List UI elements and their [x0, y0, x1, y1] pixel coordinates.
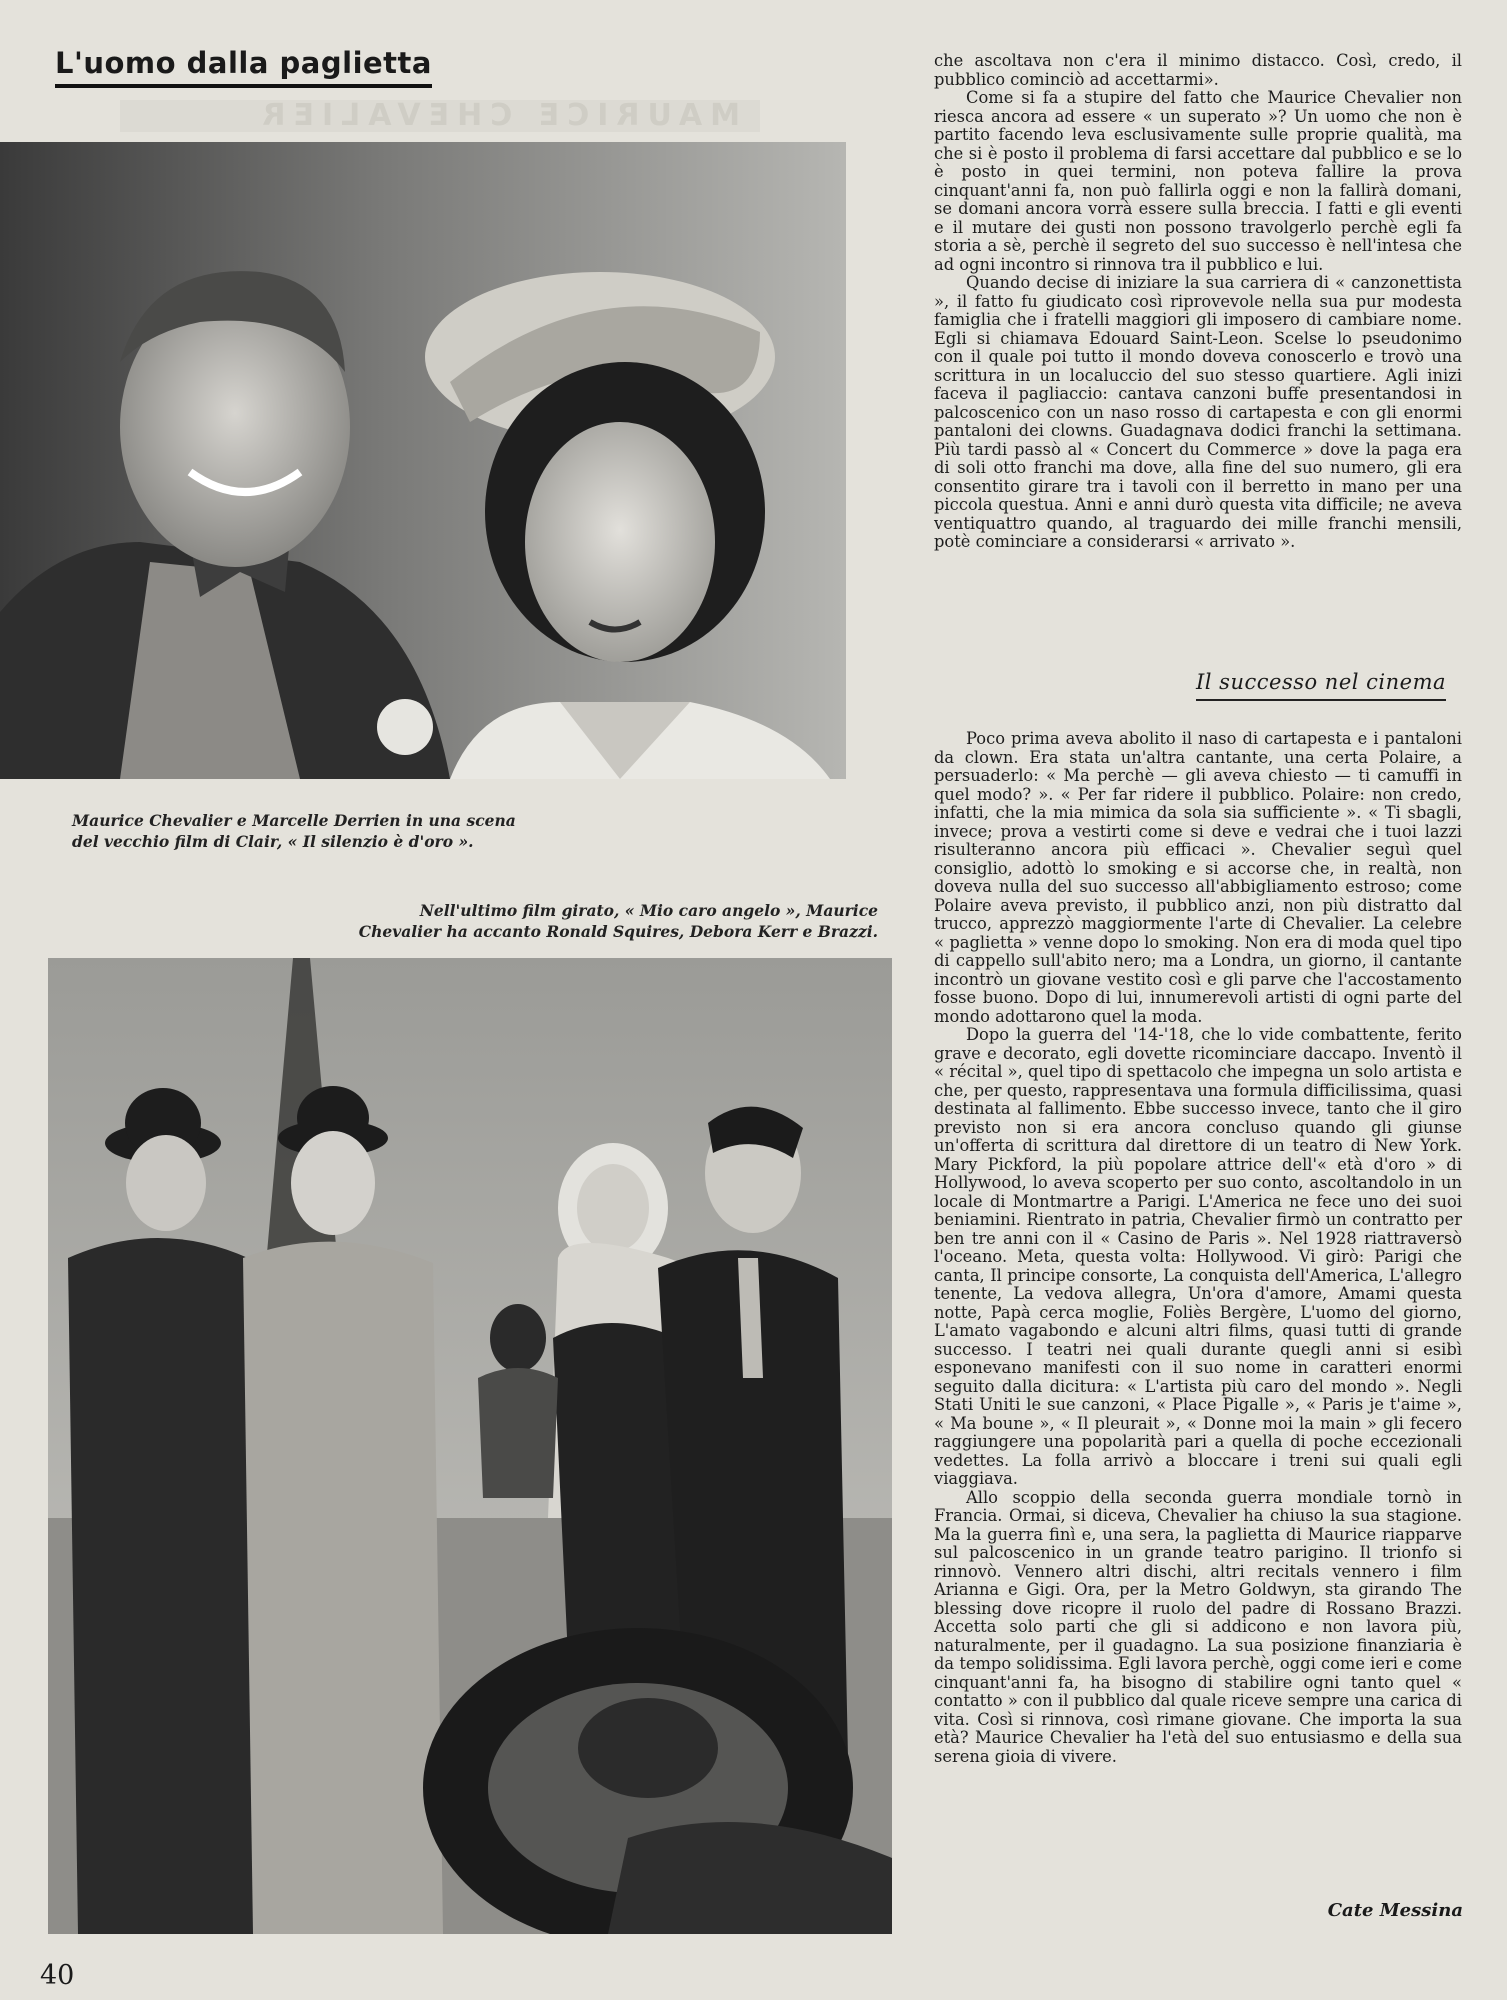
article-paragraph: Come si fa a stupire del fatto che Maurice Chevalier non riesca ancora ad essere « un superato »? Un uomo che non è partito facendo leva esclusivamente sulle proprie qualità, ma che si è posto il problema di farsi accettare dal pubblico e se lo è posto in quei termini, non poteva fallire la prova cinquant'anni fa, non può fallirla oggi e non la fallirà domani, se domani ancora vorrà essere sulla breccia. I fatti e gli eventi e il mutare dei gusti non possono travolgerlo perchè egli fa storia a sè, perchè il segreto del suo successo è nell'intesa che ad ogni incontro si rinnova tra il pubblico e lui. — [934, 88, 1462, 274]
author-byline: Cate Messina — [1327, 1900, 1463, 1921]
photo-chevalier-derrien — [0, 142, 860, 779]
photo-1-caption: Maurice Chevalier e Marcelle Derrien in una scena del vecchio film di Clair, « Il silenzio è d'oro ». — [72, 811, 516, 851]
article-paragraph: Allo scoppio della seconda guerra mondiale tornò in Francia. Ormai, si diceva, Chevalier ha chiuso la sua stagione. Ma la guerra finì e, una sera, la paglietta di Maurice riapparve sul palcoscenico in un grande teatro parigino. Il trionfo si rinnovò. Vennero altri dischi, altri recitals vennero i film Arianna e Gigi. Ora, per la Metro Goldwyn, sta girando The blessing dove ricopre il ruolo del padre di Rossano Brazzi. Accetta solo parti che gli si addicono e non lavora più, naturalmente, per il guadagno. La sua posizione finanziaria è da tempo solidissima. Egli lavora perchè, oggi come ieri e come cinquant'anni fa, ha bisogno di stabilire ogni tanto quel « contatto » con il pubblico dal quale riceve sempre una carica di vita. Così si rinnova, così rimane giovane. Che importa la sua età? Maurice Chevalier ha l'età del suo entusiasmo e della sua serena gioia di vivere. — [934, 1487, 1462, 1766]
page-title: L'uomo dalla paglietta — [55, 46, 432, 88]
article-column-bottom — [934, 730, 1462, 1766]
section-subhead: Il successo nel cinema — [1196, 670, 1446, 701]
article-paragraph: Quando decise di iniziare la sua carriera di « canzonettista », il fatto fu giudicato così riprovevole nella sua pur modesta famiglia che i fratelli maggiori gli imposero di cambiare nome. Egli si chiamava Edouard Saint-Leon. Scelse lo pseudonimo con il quale poi tutto il mondo doveva conoscerlo e trovò una scrittura in un localuccio del suo stesso quartiere. Agli inizi faceva il pagliaccio: cantava canzoni buffe presentandosi in palcoscenico con un naso rosso di cartapesta e con gli enormi pantaloni dei clowns. Guadagnava dodici franchi la settimana. Più tardi passò al « Concert du Commerce » dove la paga era di soli otto franchi ma dove, alla fine del suo numero, gli era consentito girare tra i tavoli con il berretto in mano per una piccola questua. Anni e anni durò questa vita difficile; ne aveva ventiquattro quando, al traguardo dei mille franchi mensili, potè cominciare a considerarsi « arrivato ». — [934, 273, 1462, 551]
ghost-title: MAURICE CHEVALIER — [120, 100, 760, 132]
photo-mio-caro-angelo — [48, 958, 892, 1934]
article-paragraph: che ascoltava non c'era il minimo distacco. Così, credo, il pubblico cominciò ad accettarmi». — [934, 51, 1462, 89]
article-paragraph: Poco prima aveva abolito il naso di cartapesta e i pantaloni da clown. Era stata un'altra cantante, una certa Polaire, a persuaderlo: « Ma perchè — gli aveva chiesto — ti camuffi in quel modo? ». « Per far ridere il pubblico. Polaire: non credo, infatti, che la mia mimica da sola sia sufficiente ». « Ti sbagli, invece; prova a vestirti come si deve e vedrai che i tuoi lazzi risulteranno ancora più efficaci ». Chevalier seguì quel consiglio, adottò lo smoking e si accorse che, in realtà, non doveva nulla del suo successo all'abbigliamento estroso; come Polaire aveva previsto, il pubblico anzi, non più distratto dal trucco, apprezzò maggiormente l'arte di Chevalier. La celebre « paglietta » venne dopo lo smoking. Non era di moda quel tipo di cappello sull'abito nero; ma a Londra, un giorno, il cantante incontrò un giovane vestito così e gli parve che l'accostamento fosse buono. Dopo di lui, innumerevoli artisti di ogni parte del mondo adottarono quel la moda. — [934, 729, 1462, 1026]
article-column-top — [934, 52, 1462, 552]
article-paragraph: Dopo la guerra del '14-'18, che lo vide combattente, ferito grave e decorato, egli dovette ricominciare daccapo. Inventò il « récital », quel tipo di spettacolo che impegna un solo artista e che, per questo, rappresentava una formula difficilissima, quasi destinata al fallimento. Ebbe successo invece, tanto che il giro previsto non si era ancora concluso quando gli giunse un'offerta di scrittura dal direttore di un teatro di New York. Mary Pickford, la più popolare attrice dell'« età d'oro » di Hollywood, lo aveva scoperto per suo conto, ascoltandolo in un locale di Montmartre a Parigi. L'America ne fece uno dei suoi beniamini. Rientrato in patria, Chevalier firmò un contratto per ben tre anni con il « Casino de Paris ». Nel 1928 riattraversò l'oceano. Meta, questa volta: Hollywood. Vi girò: Parigi che canta, Il principe consorte, La conquista dell'America, L'allegro tenente, La vedova allegra, Un'ora d'amore, Amami questa notte, Papà cerca moglie, Foliès Bergère, L'uomo del giorno, L'amato vagabondo e alcuni altri films, quasi tutti di grande successo. I teatri nei quali durante quegli anni si esibì esponevano manifesti con il suo nome in caratteri enormi seguito dalla dicitura: « L'artista più caro del mondo ». Negli Stati Uniti le sue canzoni, « Place Pigalle », « Paris je t'aime », « Ma boune », « Il pleurait », « Donne moi la main » gli fecero raggiungere una popolarità pari a quella di poche eccezionali vedettes. La folla arrivò a bloccare i treni sui quali egli viaggiava. — [934, 1025, 1462, 1488]
photo-2-caption: Nell'ultimo film girato, « Mio caro angelo », Maurice Chevalier ha accanto Ronald Squires, Debora Kerr e Brazzi. — [358, 901, 878, 941]
page-number: 40 — [40, 1960, 75, 1991]
